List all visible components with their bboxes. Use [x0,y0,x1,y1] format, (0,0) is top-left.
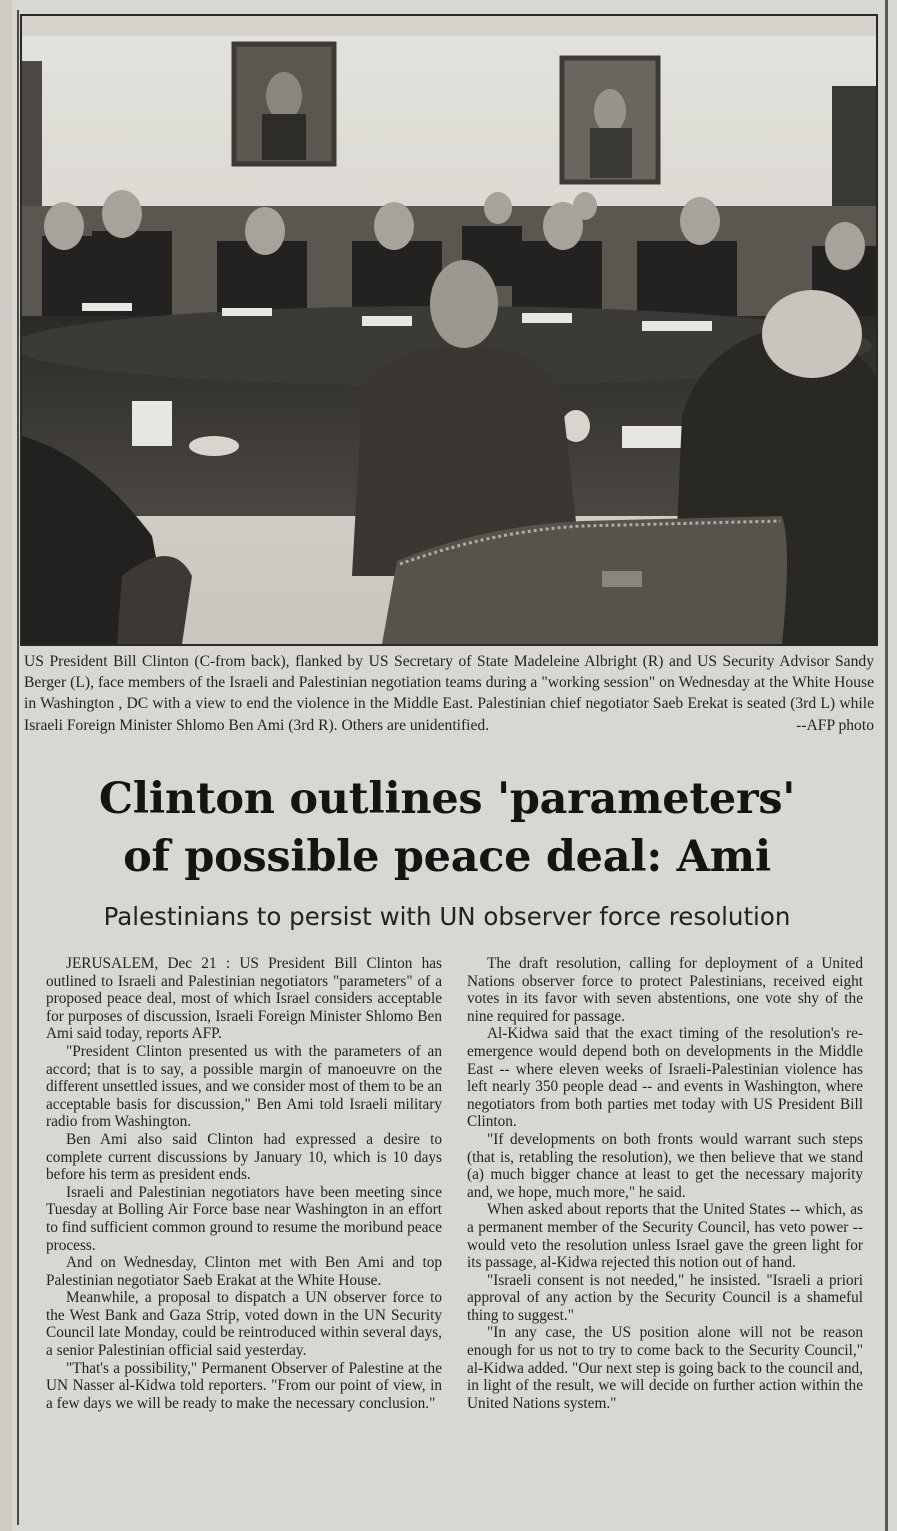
paragraph: "If developments on both fronts would warrant such steps (that is, retabling the resolution), we then believe that we stand (a) much bigger chance at least to get the necessary majority and, we hope, much more," he said. [467,1130,863,1201]
headline [20,770,874,886]
meeting-photo [20,14,878,646]
subheadline: Palestinians to persist with UN observer force resolution [103,902,791,931]
article-column-right [467,955,863,1412]
headline-line-1: Clinton outlines 'parameters' [98,774,796,824]
photo-illustration [22,16,876,644]
paragraph: Al-Kidwa said that the exact timing of the resolution's re-emergence would depend both on developments in the Middle East -- where eleven weeks of Israeli-Palestinian violence has left nearly 350 people dead -- and events in Washington, where negotiators from both parties met today with US President Bill Clinton. [467,1025,863,1131]
photo-credit: --AFP photo [796,716,874,734]
paragraph: Meanwhile, a proposal to dispatch a UN observer force to the West Bank and Gaza Strip, voted down in the UN Security Council late Monday, could be reintroduced within several days, a senior Palestinian official said yesterday. [46,1289,442,1360]
paragraph: Ben Ami also said Clinton had expressed a desire to complete current discussions by January 10, which is 10 days before his term as president ends. [46,1130,442,1184]
paragraph: "In any case, the US position alone will not be reason enough for us not to try to come back to the Security Council," al-Kidwa added. "Our next step is going back to the council and, in light of the result, we will decide on further action within the United Nations system." [467,1324,863,1412]
paragraph: "Israeli consent is not needed," he insisted. "Israeli a priori approval of any action by the Security Council is a shameful thing to suggest." [467,1271,863,1324]
paragraph: JERUSALEM, Dec 21 : US President Bill Clinton has outlined to Israeli and Palestinian negotiators "parameters" of a proposed peace deal, most of which Israel considers acceptable for purposes of discussion, Israeli Foreign Minister Shlomo Ben Ami said today, reports AFP. [46,955,442,1043]
caption-text: US President Bill Clinton (C-from back), flanked by US Secretary of State Madeleine Albright (R) and US Security Advisor Sandy Berger (L), face members of the Israeli and Palestinian negotiation teams during a "working session" on Wednesday at the White House in Washington , DC with a view to end the violence in the Middle East. Palestinian chief negotiator Saeb Erekat is seated (3rd L) while Israeli Foreign Minister Shlomo Ben Ami (3rd R). Others are unidentified. [24,653,874,734]
paragraph: And on Wednesday, Clinton met with Ben Ami and top Palestinian negotiator Saeb Erakat at the White House. [46,1254,442,1289]
paragraph: "President Clinton presented us with the parameters of an accord; that is to say, a possible margin of manoeuvre on the different unsettled issues, and we consider most of them to be an acceptable basis for discussion," Ben Ami told Israeli military radio from Washington. [46,1042,442,1131]
paragraph: When asked about reports that the United States -- which, as a permanent member of the Security Council, has veto power -- would veto the resolution unless Israel gave the green light for its passage, al-Kidwa rejected this notion out of hand. [467,1201,863,1272]
headline-line-2: of possible peace deal: Ami [123,832,771,882]
paragraph: The draft resolution, calling for deployment of a United Nations observer force to protect Palestinians, received eight votes in its favor with seven abstentions, one vote shy of the nine required for passage. [467,955,863,1025]
column-rule [885,0,888,1531]
page-margin [0,0,12,1531]
photo-caption [24,651,874,736]
paragraph: Israeli and Palestinian negotiators have been meeting since Tuesday at Bolling Air Force base near Washington in an effort to find sufficient common ground to resume the moribund peace process. [46,1183,442,1254]
article-column-left [46,955,442,1412]
paragraph: "That's a possibility," Permanent Observer of Palestine at the UN Nasser al-Kidwa told reporters. "From our point of view, in a few days we will be ready to make the necessary conclusion." [46,1359,442,1412]
